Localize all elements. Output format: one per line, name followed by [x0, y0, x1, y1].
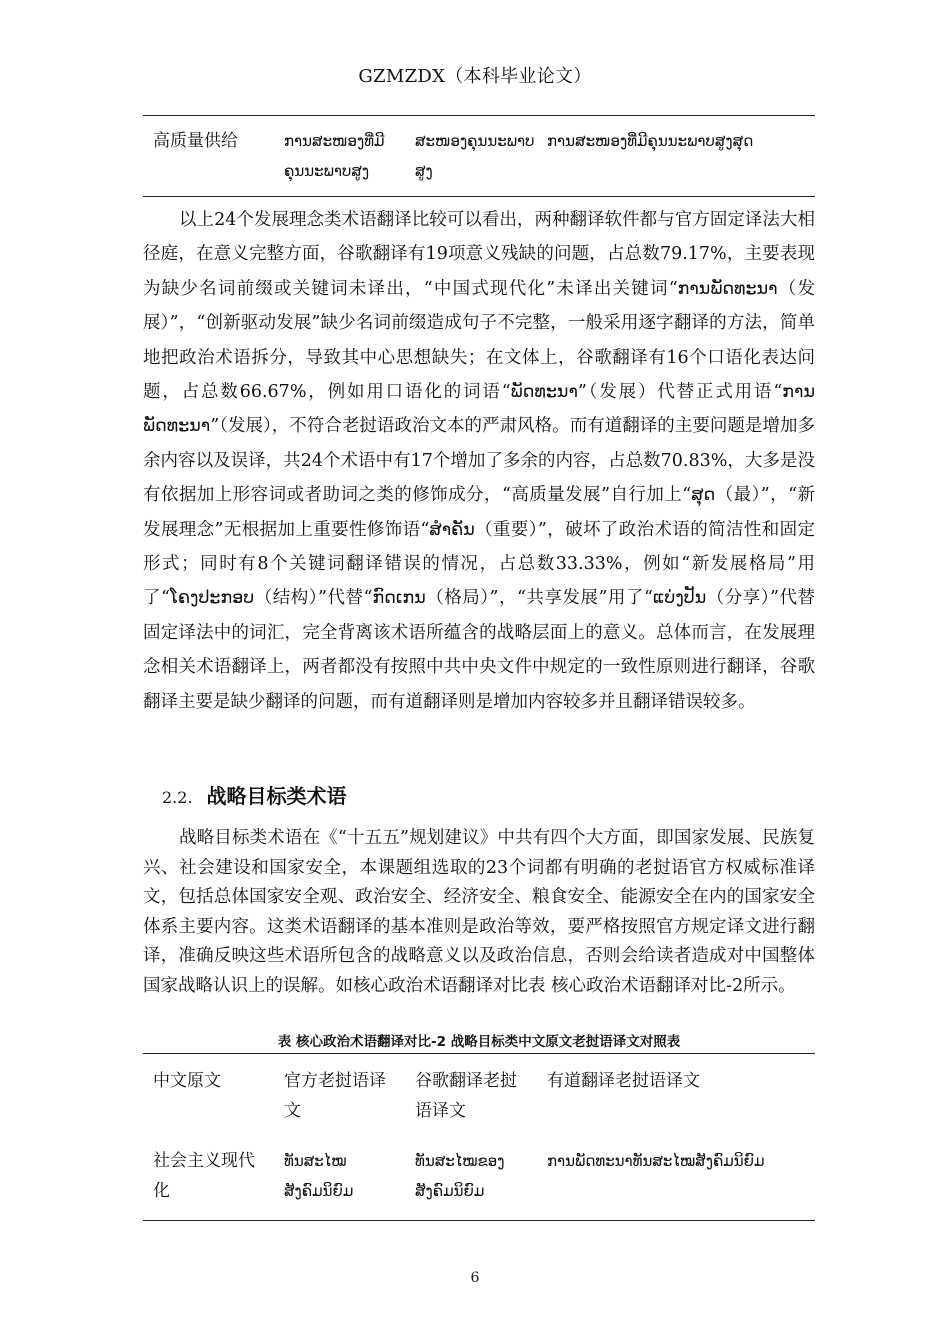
section-heading — [162, 780, 347, 809]
table-cell-google: ສະໜອງຄຸນນະພາບສູງ — [415, 132, 535, 180]
table2-cell-google: ທັນສະໄໝຂອງສັງຄົມນິຍົມ — [415, 1152, 505, 1200]
table-bottom-rule — [143, 196, 815, 197]
page-header: GZMZDX（本科毕业论文） — [358, 66, 592, 87]
section-title: 战略目标类术语 — [206, 784, 347, 808]
table2-header-row — [143, 1066, 815, 1126]
table-cell-youdao: ການສະໜອງທີ່ມີຄຸນນະພາບສູງສຸດ — [547, 132, 754, 150]
table2-header-cell: 中文原文 — [153, 1071, 221, 1091]
table2-cell-youdao: ການພັດທະນາທັນສະໄໝສັງຄົມນິຍົມ — [547, 1152, 765, 1170]
table2-top-rule — [143, 1053, 815, 1054]
table2-cell-official: ທັນສະໄໝສັງຄົມນິຍົມ — [284, 1152, 354, 1200]
page-number: 6 — [470, 1270, 480, 1286]
table2-cell-chinese: 社会主义现代化 — [153, 1151, 255, 1201]
table2-header-cell: 谷歌翻译老挝语译文 — [415, 1071, 517, 1121]
table2-bottom-rule — [143, 1220, 815, 1221]
table2-row — [143, 1146, 815, 1210]
table-caption: 表 核心政治术语翻译对比-2 战略目标类中文原文老挝语译文对照表 — [277, 1034, 681, 1050]
section-number: 2.2. — [162, 788, 193, 807]
body-paragraph: 以上24个发展理念类术语翻译比较可以看出，两种翻译软件都与官方固定译法大相径庭，在意义完整方面，谷歌翻译有19项意义残缺的问题，占总数79.17%，主要表现为缺少名词前缀或关键词未译出，“中国式现代化”未译出关键词“ການພັດທະນາ（发展）”，“创新驱动发展”缺少名词前缀造成句子不完整，一般采用逐字翻译的方法，简单地把政治术语拆分，导致其中心思想缺失；在文体上，谷歌翻译有16个口语化表达问题，占总数66.67%，例如用口语化的词语“ພັດທະນາ”（发展）代替正式用语“ການພັດທະນາ”（发展），不符合老挝语政治文本的严肃风格。而有道翻译的主要问题是增加多余内容以及误译，共24个术语中有17个增加了多余的内容，占总数70.83%，大多是没有依据加上形容词或者助词之类的修饰成分，“高质量发展”自行加上“ສຸດ（最）”，“新发展理念”无根据加上重要性修饰语“ສຳຄັນ（重要）”，破坏了政治术语的简洁性和固定形式；同时有8个关键词翻译错误的情况，占总数33.33%，例如“新发展格局”用了“ໂຄງປະກອບ（结构）”代替“ກົດເກນ（格局）”，“共享发展”用了“ແບ່ງປັນ（分享）”代替固定译法中的词汇，完全背离该术语所蕴含的战略层面上的意义。总体而言，在发展理念相关术语翻译上，两者都没有按照中共中央文件中规定的一致性原则进行翻译，谷歌翻译主要是缺少翻译的问题，而有道翻译则是增加内容较多并且翻译错误较多。 — [143, 210, 815, 712]
body-paragraph: 战略目标类术语在《“十五五”规划建议》中共有四个大方面，即国家发展、民族复兴、社会建设和国家安全，本课题组选取的23个词都有明确的老挝语官方权威标准译文，包括总体国家安全观、政治安全、经济安全、粮食安全、能源安全在内的国家安全体系主要内容。这类术语翻译的基本准则是政治等效，要严格按照官方规定译文进行翻译，准确反映这些术语所包含的战略意义以及政治信息，否则会给读者造成对中国整体国家战略认识上的误解。如核心政治术语翻译对比表 核心政治术语翻译对比-2所示。 — [143, 828, 815, 996]
table-top-rule — [143, 115, 815, 116]
table-row — [143, 126, 815, 190]
table2-header-cell: 有道翻译老挝语译文 — [547, 1071, 700, 1091]
table-cell-chinese: 高质量供给 — [153, 131, 238, 151]
table2-header-cell: 官方老挝语译文 — [284, 1071, 386, 1121]
table-cell-official: ການສະໜອງທີ່ມີຄຸນນະພາບສູງ — [284, 132, 385, 180]
